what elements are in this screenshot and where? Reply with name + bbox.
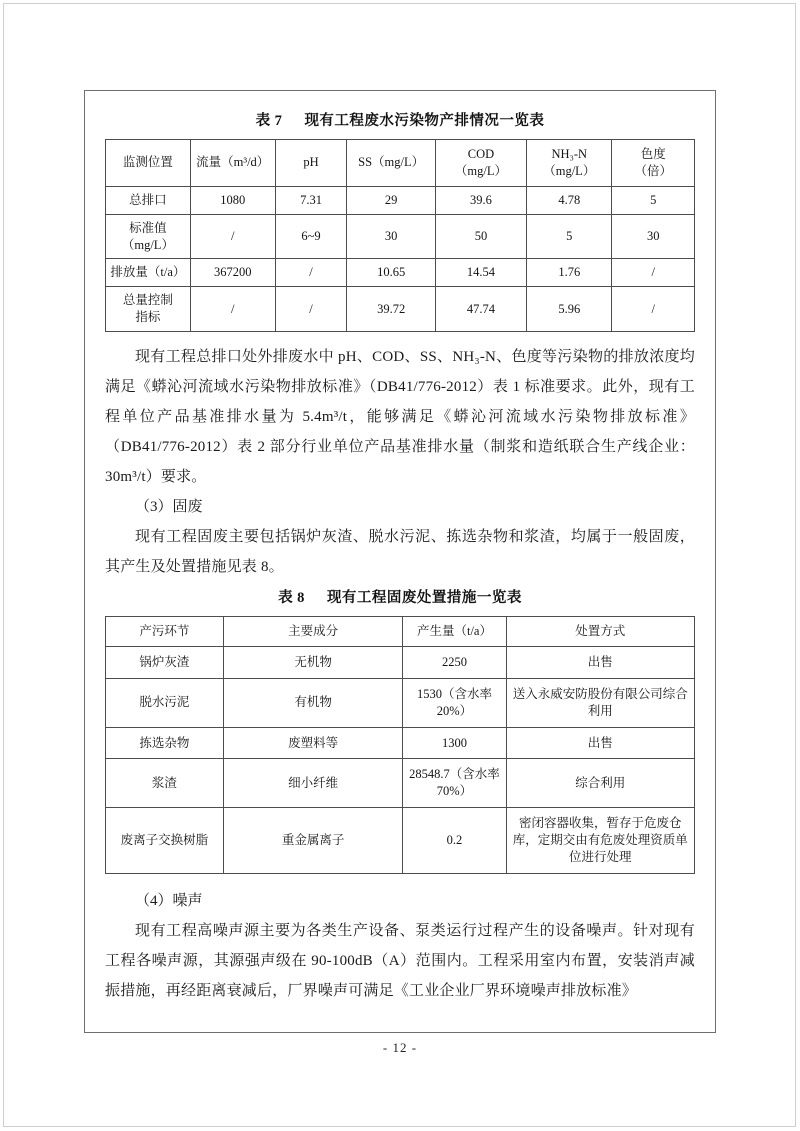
table7-header-line1: 色度 bbox=[640, 147, 666, 161]
table7-cell-cod: 50 bbox=[435, 214, 526, 259]
table7-cell-cod: 14.54 bbox=[435, 259, 526, 287]
table7-row-label-line1: 标准值 bbox=[129, 220, 167, 235]
table8-cell-composition: 有机物 bbox=[223, 678, 403, 727]
table7-cell-color: / bbox=[612, 259, 695, 287]
table8-cell-disposal: 送入永威安防股份有限公司综合利用 bbox=[506, 678, 695, 727]
table-row bbox=[106, 808, 695, 874]
table7-row-label-line1: 总量控制 bbox=[122, 293, 173, 308]
table8-caption-title: 现有工程固废处置措施一览表 bbox=[326, 590, 522, 606]
table7-cell-nh3n: 4.78 bbox=[527, 186, 612, 214]
table7-cell-ss: 39.72 bbox=[347, 287, 435, 332]
table8-header-row bbox=[106, 617, 695, 647]
table8-cell-amount: 28548.7（含水率 70%） bbox=[403, 759, 506, 808]
table7-cell-flow: 1080 bbox=[190, 186, 275, 214]
table8-cell-source: 锅炉灰渣 bbox=[106, 646, 224, 678]
table8-cell-source: 浆渣 bbox=[106, 759, 224, 808]
table7-caption bbox=[105, 109, 695, 130]
table8-cell-disposal: 出售 bbox=[506, 727, 695, 759]
table7-col-header bbox=[347, 140, 435, 187]
table7-header-line1: NH₃-N bbox=[551, 147, 588, 161]
table7-row-label-line2: 指标 bbox=[135, 310, 161, 325]
table7-caption-number: 表 7 bbox=[255, 113, 283, 129]
paragraph-noise: 现有工程高噪声源主要为各类生产设备、泵类运行过程产生的设备噪声。针对现有工程各噪声源，其源强声级在 90-100dB（A）范围内。工程采用室内布置，安装消声减振措施，再经距离衰减后，厂界噪声可满足《工业企业厂界环境噪声排放标准》 bbox=[105, 922, 695, 999]
table7-col-header bbox=[612, 140, 695, 187]
table7-cell-ss: 10.65 bbox=[347, 259, 435, 287]
table-row bbox=[106, 186, 695, 214]
table7-cell-cod: 47.74 bbox=[435, 287, 526, 332]
table8-col-header-disposal: 处置方式 bbox=[506, 617, 695, 647]
table7-cell-ph: 7.31 bbox=[275, 186, 347, 214]
table8-cell-disposal: 综合利用 bbox=[506, 759, 695, 808]
table7 bbox=[105, 139, 695, 332]
table7-row-label bbox=[106, 214, 191, 259]
table8-cell-source: 拣选杂物 bbox=[106, 727, 224, 759]
table8-cell-disposal: 密闭容器收集，暂存于危废仓库，定期交由有危废处理资质单位进行处理 bbox=[506, 808, 695, 874]
table7-cell-color: 30 bbox=[612, 214, 695, 259]
table7-cell-color: / bbox=[612, 287, 695, 332]
table7-cell-ph: / bbox=[275, 287, 347, 332]
paragraph-wastewater: 现有工程总排口处外排废水中 pH、COD、SS、NH₃-N、色度等污染物的排放浓度均满足《蟒沁河流域水污染物排放标准》（DB41/776-2012）表 1 标准要求。此外，现有工程单位产品基准排水量为 5.4m³/t，能够满足《蟒沁河流域水污染物排放标准》（DB41/776-2012）表 2 部分行业单位产品基准排水量（制浆和造纸联合生产线企业：30m³/t）要求。 bbox=[105, 349, 695, 485]
table7-cell-nh3n: 5 bbox=[527, 214, 612, 259]
table7-cell-nh3n: 1.76 bbox=[527, 259, 612, 287]
section-heading-noise: （4）噪声 bbox=[135, 892, 203, 909]
table7-row-label bbox=[106, 259, 191, 287]
table8-cell-disposal: 出售 bbox=[506, 646, 695, 678]
table8-col-header-amount: 产生量（t/a） bbox=[403, 617, 506, 647]
table-row bbox=[106, 259, 695, 287]
table8-cell-composition: 无机物 bbox=[223, 646, 403, 678]
table7-cell-ss: 29 bbox=[347, 186, 435, 214]
table7-cell-flow: / bbox=[190, 287, 275, 332]
table8-cell-amount: 1530（含水率20%） bbox=[403, 678, 506, 727]
table7-row-label bbox=[106, 287, 191, 332]
document-page bbox=[84, 90, 716, 1033]
table7-header-line2: （倍） bbox=[634, 163, 672, 178]
table7-cell-ss: 30 bbox=[347, 214, 435, 259]
table8-cell-composition: 重金属离子 bbox=[223, 808, 403, 874]
table7-header-line1: COD bbox=[467, 147, 495, 161]
table-row bbox=[106, 678, 695, 727]
table7-header-line1: 监测位置 bbox=[122, 155, 173, 170]
table8-col-header-composition: 主要成分 bbox=[223, 617, 403, 647]
table7-cell-cod: 39.6 bbox=[435, 186, 526, 214]
table7-col-header bbox=[527, 140, 612, 187]
table8-cell-composition: 细小纤维 bbox=[223, 759, 403, 808]
table7-header-line1: pH bbox=[303, 155, 319, 170]
table7-cell-ph: / bbox=[275, 259, 347, 287]
table8-col-header-source: 产污环节 bbox=[106, 617, 224, 647]
table7-caption-title: 现有工程废水污染物产排情况一览表 bbox=[304, 113, 545, 129]
table7-cell-flow: / bbox=[190, 214, 275, 259]
table8-cell-source: 废离子交换树脂 bbox=[106, 808, 224, 874]
table-row bbox=[106, 214, 695, 259]
table8 bbox=[105, 616, 695, 874]
table7-row-label bbox=[106, 186, 191, 214]
table7-cell-ph: 6~9 bbox=[275, 214, 347, 259]
table-row bbox=[106, 727, 695, 759]
table7-row-label-line2: （mg/L） bbox=[121, 237, 174, 252]
table8-caption bbox=[105, 586, 695, 607]
table7-cell-flow: 367200 bbox=[190, 259, 275, 287]
table7-col-header bbox=[106, 140, 191, 187]
table8-caption-number: 表 8 bbox=[278, 590, 305, 606]
table7-header-line1: 流量（m³/d） bbox=[196, 155, 270, 170]
table7-col-header bbox=[190, 140, 275, 187]
table-row bbox=[106, 759, 695, 808]
table7-row-label-line1: 总排口 bbox=[129, 192, 167, 207]
table7-row-label-line1: 排放量（t/a） bbox=[110, 265, 186, 280]
table-row bbox=[106, 646, 695, 678]
table-row bbox=[106, 287, 695, 332]
table8-cell-amount: 2250 bbox=[403, 646, 506, 678]
table7-cell-color: 5 bbox=[612, 186, 695, 214]
table7-col-header bbox=[435, 140, 526, 187]
table8-cell-source: 脱水污泥 bbox=[106, 678, 224, 727]
table7-header-line1: SS（mg/L） bbox=[358, 155, 425, 170]
table8-cell-amount: 0.2 bbox=[403, 808, 506, 874]
table7-cell-nh3n: 5.96 bbox=[527, 287, 612, 332]
table8-cell-composition: 废塑料等 bbox=[223, 727, 403, 759]
table7-header-row bbox=[106, 140, 695, 187]
paragraph-solid-waste: 现有工程固废主要包括锅炉灰渣、脱水污泥、拣选杂物和浆渣，均属于一般固废，其产生及处置措施见表 8。 bbox=[105, 529, 695, 575]
table7-col-header bbox=[275, 140, 347, 187]
table7-header-line2: （mg/L） bbox=[454, 163, 507, 178]
page-number: - 12 - bbox=[382, 1040, 418, 1055]
section-heading-solid-waste: （3）固废 bbox=[135, 499, 203, 515]
table7-header-line2: （mg/L） bbox=[543, 163, 596, 178]
table8-cell-amount: 1300 bbox=[403, 727, 506, 759]
